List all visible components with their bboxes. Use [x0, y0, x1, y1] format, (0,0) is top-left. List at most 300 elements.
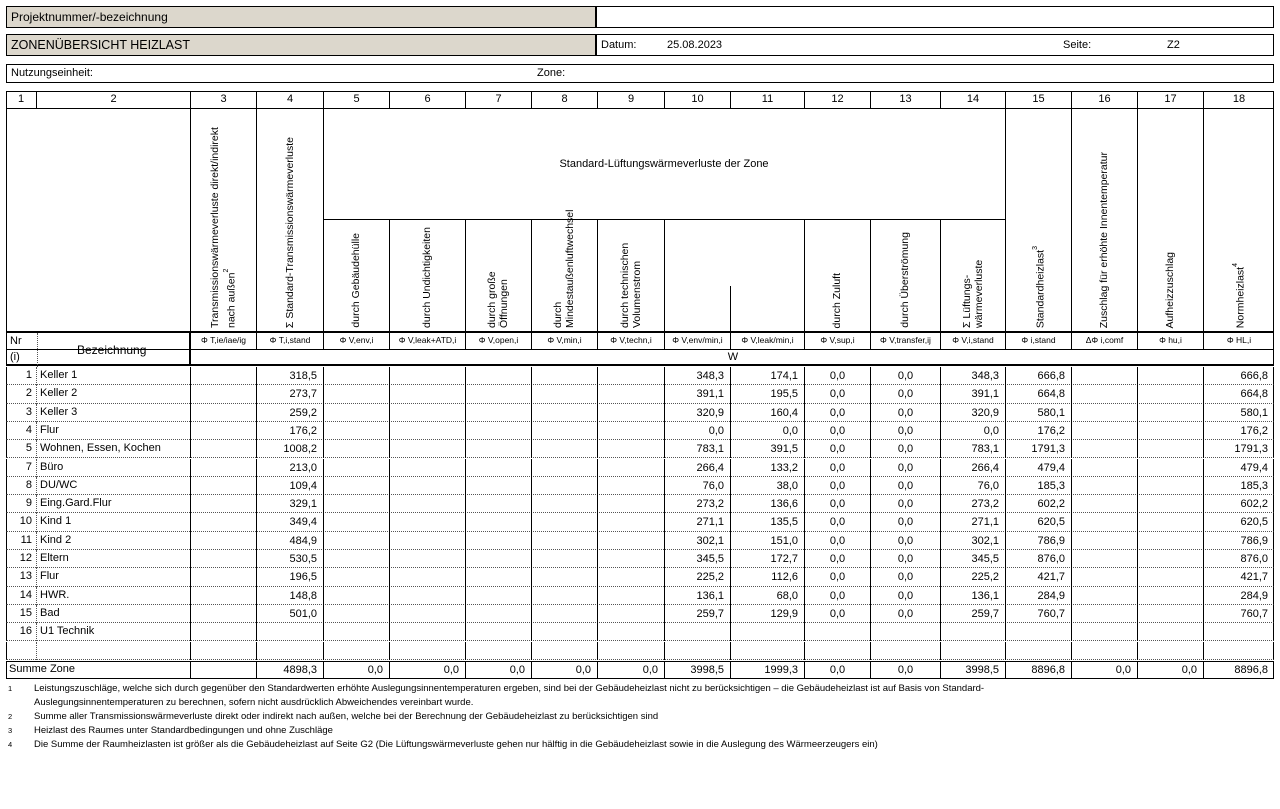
table-cell	[190, 623, 256, 641]
table-cell	[1137, 605, 1203, 623]
table-cell	[531, 623, 597, 641]
table-cell	[323, 532, 389, 550]
sum-cell: 1999,3	[730, 661, 804, 679]
standard-transmission-header-text: Σ Standard-Transmissionswärmeverluste	[283, 136, 296, 328]
table-cell: 391,1	[664, 385, 730, 403]
table-cell	[597, 550, 664, 568]
table-cell	[597, 513, 664, 531]
symbol-cell: Φ V,env/min,i	[664, 332, 730, 350]
table-cell	[389, 513, 465, 531]
row-divider	[36, 587, 37, 605]
table-cell	[1137, 587, 1203, 605]
table-cell: 0,0	[804, 367, 870, 385]
footnote	[8, 725, 333, 737]
room-name[interactable]: HWR.	[40, 588, 70, 601]
table-cell	[531, 605, 597, 623]
table-cell: 0,0	[804, 459, 870, 477]
table-cell	[465, 495, 531, 513]
table-cell	[465, 642, 531, 660]
sum-cell: 3998,5	[664, 661, 730, 679]
sum-cell: 0,0	[531, 661, 597, 679]
table-cell	[664, 642, 730, 660]
table-cell	[323, 642, 389, 660]
table-cell	[597, 367, 664, 385]
table-cell	[531, 495, 597, 513]
unit-row	[190, 350, 1274, 366]
page-number: Z2	[1167, 39, 1180, 51]
table-cell: 666,8	[1005, 367, 1071, 385]
project-label-cell	[6, 6, 596, 28]
table-cell	[323, 605, 389, 623]
sum-label: Summe Zone	[9, 662, 76, 675]
nr-label: Nr	[10, 335, 22, 347]
table-cell: 176,2	[1005, 422, 1071, 440]
table-cell	[597, 532, 664, 550]
table-cell	[389, 550, 465, 568]
table-cell	[323, 568, 389, 586]
table-cell: 0,0	[804, 550, 870, 568]
date-label: Datum:	[601, 39, 637, 51]
table-cell: 0,0	[804, 385, 870, 403]
table-cell	[190, 532, 256, 550]
transmission-direct-header-text: Transmissionswärmeverluste direkt/indirekt nach außen$^2$	[208, 127, 238, 328]
table-cell: 0,0	[940, 422, 1005, 440]
table-cell	[1071, 587, 1137, 605]
table-cell	[465, 385, 531, 403]
vent-loss-sum-header	[940, 220, 1005, 332]
table-cell: 266,4	[664, 459, 730, 477]
table-cell	[597, 495, 664, 513]
table-cell	[597, 404, 664, 422]
footnote-text: Leistungszuschläge, welche sich durch gegenüber den Standardwerten erhöhte Auslegungsinnentemperaturen ergeben, sind bei der Gebäudeheizlast nicht zu berücksichtigen – die Gebäudeheizlast ist auf Basis von Standard-	[34, 682, 985, 694]
table-cell	[465, 532, 531, 550]
table-cell	[804, 623, 870, 641]
table-cell	[531, 587, 597, 605]
table-cell	[1137, 385, 1203, 403]
table-cell	[1071, 440, 1137, 458]
table-cell: 259,2	[256, 404, 323, 422]
room-name[interactable]: U1 Technik	[40, 625, 95, 638]
footnote	[8, 739, 878, 751]
table-cell	[597, 459, 664, 477]
min-air-change-header-text: durch Mindestaußenluftwechsel	[552, 209, 576, 328]
room-name[interactable]: Bad	[40, 606, 60, 619]
table-cell	[465, 568, 531, 586]
table-cell: 0,0	[804, 477, 870, 495]
table-cell	[940, 642, 1005, 660]
table-cell	[465, 422, 531, 440]
table-cell: 0,0	[870, 605, 940, 623]
symbol-cell: Φ T,i,stand	[256, 332, 323, 350]
table-cell	[323, 550, 389, 568]
room-name[interactable]: Keller 2	[40, 387, 78, 400]
table-cell: 259,7	[940, 605, 1005, 623]
row-number: 13	[19, 570, 32, 583]
table-cell	[389, 477, 465, 495]
sum-cell: 0,0	[465, 661, 531, 679]
table-cell	[1071, 477, 1137, 495]
table-cell	[190, 513, 256, 531]
symbol-cell: Φ V,open,i	[465, 332, 531, 350]
sum-cell: 0,0	[804, 661, 870, 679]
table-cell	[465, 623, 531, 641]
column-number: 5	[323, 91, 389, 109]
table-cell	[190, 477, 256, 495]
table-cell: 76,0	[940, 477, 1005, 495]
table-cell: 0,0	[870, 587, 940, 605]
sum-cell: 0,0	[1071, 661, 1137, 679]
room-name[interactable]: Eltern	[40, 552, 69, 564]
table-cell: 760,7	[1203, 605, 1274, 623]
column-number: 2	[36, 91, 190, 109]
table-cell: 0,0	[804, 587, 870, 605]
table-cell: 0,0	[804, 568, 870, 586]
table-cell: 1008,2	[256, 440, 323, 458]
table-cell: 786,9	[1005, 532, 1071, 550]
ventilation-group-title: Standard-Lüftungswärmeverluste der Zone	[559, 158, 769, 170]
date-value: 25.08.2023	[667, 39, 723, 51]
unit-label: W	[727, 351, 739, 363]
column-divider	[664, 220, 665, 332]
large-openings-header-text: durch große Öffnungen	[486, 271, 510, 328]
table-cell: 1791,3	[1005, 440, 1071, 458]
heatup-surcharge-header-text: Aufheizzuschlag	[1164, 251, 1176, 328]
table-cell	[597, 642, 664, 660]
room-name[interactable]: Flur	[40, 570, 59, 583]
table-cell	[1137, 642, 1203, 660]
room-name[interactable]: Büro	[40, 460, 64, 473]
table-cell	[597, 385, 664, 403]
table-cell: 0,0	[804, 513, 870, 531]
table-cell: 876,0	[1005, 550, 1071, 568]
table-cell	[389, 422, 465, 440]
table-cell: 783,1	[664, 440, 730, 458]
design-heat-load-header-text: Normheizlast$^4$	[1232, 262, 1247, 328]
table-cell	[1137, 367, 1203, 385]
row-divider	[36, 642, 37, 660]
symbol-cell: Φ V,sup,i	[804, 332, 870, 350]
table-cell	[870, 642, 940, 660]
table-cell	[1137, 422, 1203, 440]
table-cell: 391,5	[730, 440, 804, 458]
table-cell: 345,5	[940, 550, 1005, 568]
table-cell	[531, 422, 597, 440]
table-cell	[256, 623, 323, 641]
design-heat-load-header	[1203, 108, 1274, 332]
table-cell: 284,9	[1203, 587, 1274, 605]
table-cell	[531, 642, 597, 660]
table-cell: 0,0	[804, 404, 870, 422]
table-cell: 172,7	[730, 550, 804, 568]
symbol-cell: Φ V,techn,i	[597, 332, 664, 350]
standard-heat-load-header	[1005, 108, 1071, 332]
table-cell: 133,2	[730, 459, 804, 477]
table-cell	[597, 605, 664, 623]
table-cell	[1137, 532, 1203, 550]
row-divider	[36, 550, 37, 568]
table-cell	[323, 404, 389, 422]
row-divider	[36, 385, 37, 403]
heatup-surcharge-header	[1137, 108, 1203, 332]
table-cell	[1071, 642, 1137, 660]
symbol-cell: Φ V,transfer,ij	[870, 332, 940, 350]
large-openings-header	[465, 220, 531, 332]
comfort-surcharge-header-text: Zuschlag für erhöhte Innentemperatur	[1098, 151, 1110, 328]
leakage-header-text: durch Undichtigkeiten	[421, 227, 433, 328]
table-cell	[1071, 623, 1137, 641]
transmission-direct-header-footnote-ref: 2	[222, 268, 230, 273]
table-cell: 421,7	[1005, 568, 1071, 586]
table-cell	[1071, 550, 1137, 568]
symbol-cell: Φ T,ie/iae/ig	[190, 332, 256, 350]
table-cell	[389, 605, 465, 623]
table-cell	[597, 623, 664, 641]
table-cell	[190, 459, 256, 477]
table-cell: 0,0	[870, 495, 940, 513]
column-number: 12	[804, 91, 870, 109]
column-number: 14	[940, 91, 1005, 109]
symbol-cell: ΔΦ i,comf	[1071, 332, 1137, 350]
row-divider	[36, 477, 37, 495]
table-cell	[1005, 642, 1071, 660]
table-cell	[190, 440, 256, 458]
column-number: 6	[389, 91, 465, 109]
table-cell	[465, 404, 531, 422]
table-cell: 0,0	[870, 422, 940, 440]
table-cell	[465, 477, 531, 495]
table-cell: 0,0	[870, 568, 940, 586]
footnote-number: 4	[8, 739, 13, 749]
room-name[interactable]: Keller 1	[40, 369, 78, 381]
row-number: 3	[25, 405, 32, 418]
row-number: 10	[19, 515, 32, 528]
table-cell	[465, 367, 531, 385]
footnote	[8, 711, 658, 723]
row-divider	[36, 513, 37, 531]
symbol-cell: Φ V,i,stand	[940, 332, 1005, 350]
symbol-cell: Φ V,min,i	[531, 332, 597, 350]
table-cell	[1203, 642, 1274, 660]
table-cell	[1071, 385, 1137, 403]
table-cell: 320,9	[940, 404, 1005, 422]
table-cell	[1071, 422, 1137, 440]
transfer-flow-header	[870, 220, 940, 332]
table-cell	[323, 440, 389, 458]
room-name[interactable]: Eing.Gard.Flur	[40, 497, 112, 510]
table-cell	[190, 587, 256, 605]
table-cell: 580,1	[1203, 404, 1274, 422]
table-cell: 0,0	[870, 404, 940, 422]
table-cell	[1137, 404, 1203, 422]
row-divider	[36, 367, 37, 385]
table-cell	[465, 550, 531, 568]
table-cell: 76,0	[664, 477, 730, 495]
table-cell: 0,0	[870, 440, 940, 458]
table-cell: 266,4	[940, 459, 1005, 477]
table-cell	[531, 440, 597, 458]
table-cell	[1071, 367, 1137, 385]
table-cell: 0,0	[870, 459, 940, 477]
table-cell	[1137, 513, 1203, 531]
usage-unit-label: Nutzungseinheit:	[11, 67, 93, 79]
comfort-surcharge-header	[1071, 108, 1137, 332]
table-cell	[730, 642, 804, 660]
table-cell	[323, 495, 389, 513]
table-cell: 195,5	[730, 385, 804, 403]
room-name[interactable]: Kind 2	[40, 533, 72, 546]
building-envelope-header	[323, 220, 389, 332]
table-cell	[870, 623, 940, 641]
table-cell	[664, 623, 730, 641]
sum-cell: 8896,8	[1005, 661, 1071, 679]
table-cell	[940, 623, 1005, 641]
row-number: 15	[19, 606, 32, 619]
table-cell: 783,1	[940, 440, 1005, 458]
symbol-cell: Φ HL,i	[1203, 332, 1274, 350]
table-cell	[531, 513, 597, 531]
table-cell: 271,1	[940, 513, 1005, 531]
table-cell	[1137, 459, 1203, 477]
row-number: 7	[25, 460, 32, 473]
table-cell: 0,0	[870, 550, 940, 568]
table-cell: 329,1	[256, 495, 323, 513]
standard-heat-load-header-footnote-ref: 3	[1031, 245, 1039, 250]
table-cell: 345,5	[664, 550, 730, 568]
column-number: 13	[870, 91, 940, 109]
technical-flow-header	[597, 220, 664, 332]
sum-cell: 3998,5	[940, 661, 1005, 679]
column-number: 4	[256, 91, 323, 109]
table-cell: 501,0	[256, 605, 323, 623]
building-envelope-header-text: durch Gebäudehülle	[350, 233, 362, 328]
symbol-cell: Φ V,leak/min,i	[730, 332, 804, 350]
table-cell: 0,0	[870, 385, 940, 403]
table-cell	[1203, 623, 1274, 641]
table-cell: 136,1	[664, 587, 730, 605]
table-cell: 620,5	[1203, 513, 1274, 531]
table-cell: 530,5	[256, 550, 323, 568]
standard-transmission-header	[256, 108, 323, 332]
column-number: 8	[531, 91, 597, 109]
bezeichnung-label: Bezeichnung	[77, 343, 147, 357]
table-cell: 349,4	[256, 513, 323, 531]
row-divider	[36, 422, 37, 440]
table-cell	[323, 367, 389, 385]
table-cell	[323, 477, 389, 495]
room-name[interactable]: Flur	[40, 423, 59, 436]
symbol-cell: Φ V,env,i	[323, 332, 389, 350]
symbol-cell: Φ V,leak+ATD,i	[389, 332, 465, 350]
table-cell	[597, 440, 664, 458]
column-number: 3	[190, 91, 256, 109]
table-cell: 136,6	[730, 495, 804, 513]
table-cell	[804, 642, 870, 660]
table-cell: 348,3	[664, 367, 730, 385]
table-cell	[190, 605, 256, 623]
table-cell: 484,9	[256, 532, 323, 550]
table-cell: 602,2	[1203, 495, 1274, 513]
table-cell: 0,0	[730, 422, 804, 440]
row-divider	[36, 440, 37, 458]
row-number: 14	[19, 588, 32, 601]
sum-cell: 0,0	[870, 661, 940, 679]
sum-cell: 0,0	[597, 661, 664, 679]
column-number: 9	[597, 91, 664, 109]
vent-loss-sum-header-text: Σ Lüftungs-wärmeverluste	[960, 259, 985, 328]
table-cell: 148,8	[256, 587, 323, 605]
table-cell: 176,2	[256, 422, 323, 440]
table-cell: 1791,3	[1203, 440, 1274, 458]
table-cell: 176,2	[1203, 422, 1274, 440]
column-number: 7	[465, 91, 531, 109]
table-cell	[465, 440, 531, 458]
column-number: 16	[1071, 91, 1137, 109]
table-cell: 68,0	[730, 587, 804, 605]
table-cell	[190, 367, 256, 385]
table-cell	[531, 568, 597, 586]
table-cell: 0,0	[804, 440, 870, 458]
table-cell: 876,0	[1203, 550, 1274, 568]
sum-cell: 4898,3	[256, 661, 323, 679]
table-cell: 151,0	[730, 532, 804, 550]
table-cell	[389, 587, 465, 605]
table-cell	[323, 513, 389, 531]
column-number: 10	[664, 91, 730, 109]
room-name[interactable]: Wohnen, Essen, Kochen	[40, 442, 161, 455]
design-heat-load-header-footnote-ref: 4	[1232, 262, 1240, 267]
row-number: 12	[19, 552, 32, 564]
project-value-cell[interactable]	[596, 6, 1274, 28]
room-name[interactable]: Kind 1	[40, 515, 72, 528]
table-cell: 421,7	[1203, 568, 1274, 586]
table-cell	[323, 385, 389, 403]
table-cell: 135,5	[730, 513, 804, 531]
footnote-text: Auslegungsinnentemperaturen zu berechnen, sofern nicht ausdrücklich Abweichendes vereinbart wurde.	[34, 696, 474, 708]
table-cell	[531, 459, 597, 477]
row-divider	[36, 404, 37, 422]
table-cell: 0,0	[870, 513, 940, 531]
table-cell: 0,0	[870, 367, 940, 385]
sum-cell: 0,0	[1137, 661, 1203, 679]
room-name[interactable]: DU/WC	[40, 478, 78, 491]
table-cell: 284,9	[1005, 587, 1071, 605]
column-number: 17	[1137, 91, 1203, 109]
table-cell	[389, 404, 465, 422]
standard-heat-load-header-text: Standardheizlast$^3$	[1031, 245, 1047, 328]
room-name[interactable]: Keller 3	[40, 405, 78, 418]
table-cell	[389, 367, 465, 385]
table-cell: 273,2	[940, 495, 1005, 513]
footnote-number: 1	[8, 683, 13, 693]
table-cell	[190, 550, 256, 568]
transmission-direct-header	[190, 108, 256, 332]
table-cell: 348,3	[940, 367, 1005, 385]
row-number: 1	[25, 369, 32, 381]
table-cell	[1137, 440, 1203, 458]
table-cell: 109,4	[256, 477, 323, 495]
footnote	[8, 683, 984, 695]
project-label: Projektnummer/-bezeichnung	[11, 10, 168, 24]
table-cell: 302,1	[940, 532, 1005, 550]
technical-flow-header-text: durch technischen Volumenstrom	[618, 242, 643, 328]
footnote-text: Die Summe der Raumheizlasten ist größer als die Gebäudeheizlast auf Seite G2 (Die Lüftungswärmeverluste gehen nur hälftig in die Gebäudeheizlast sowie in die Auslegung des Wärmeerzeugers ein)	[34, 738, 878, 750]
table-cell	[531, 385, 597, 403]
table-cell	[389, 642, 465, 660]
table-cell	[1071, 459, 1137, 477]
row-number: 11	[20, 533, 32, 546]
table-cell: 196,5	[256, 568, 323, 586]
column-number: 18	[1203, 91, 1274, 109]
